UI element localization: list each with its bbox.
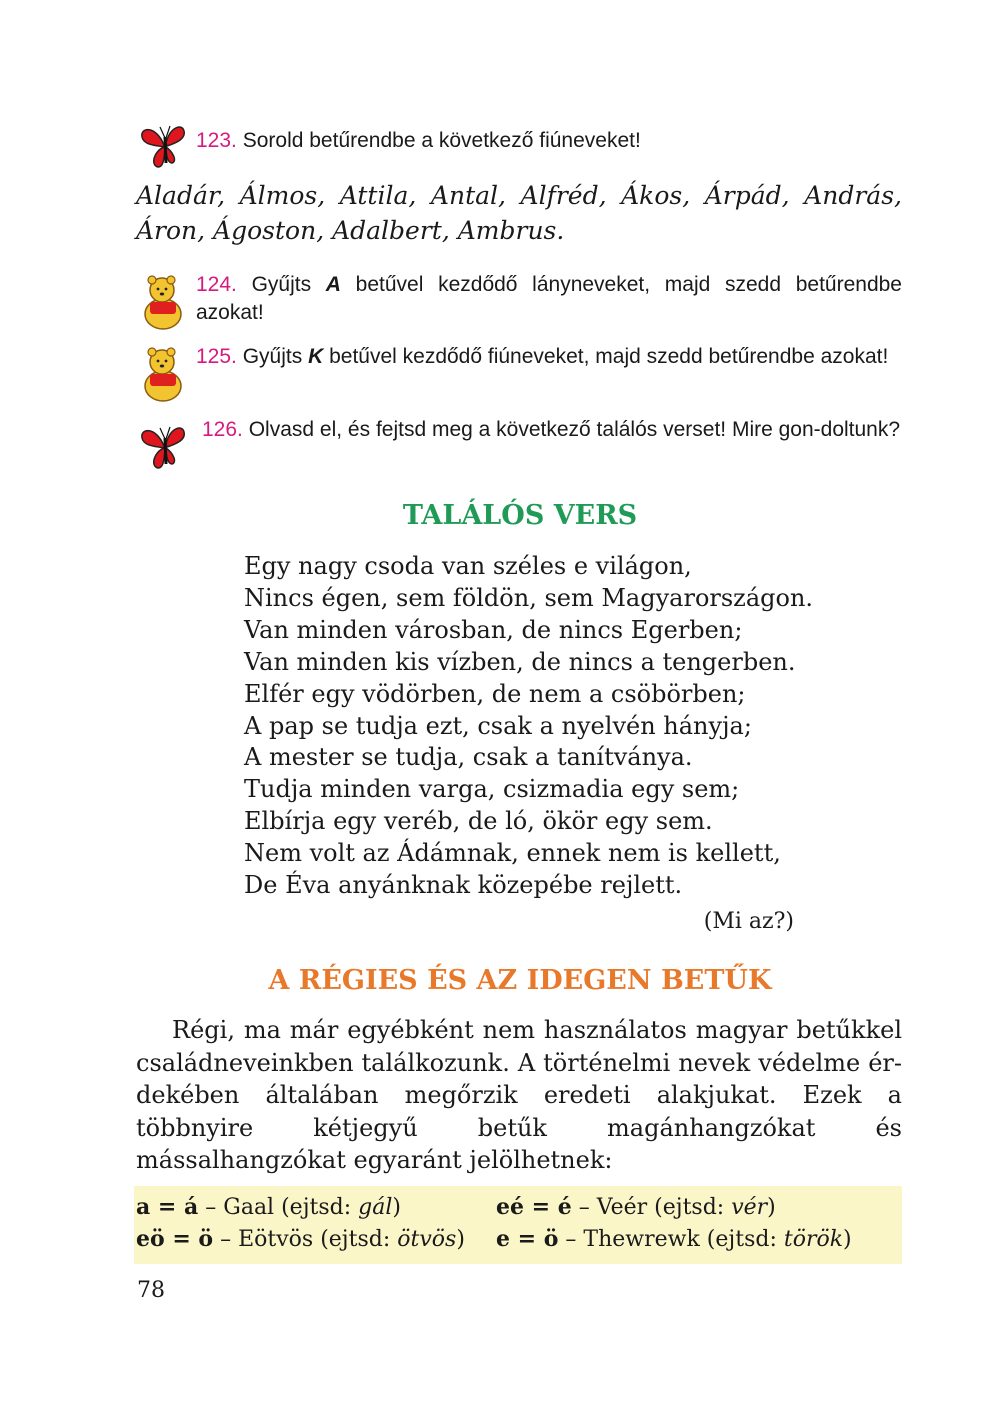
task-text: Olvasd el, és fejtsd meg a következő találós verset! Mire gon-doltunk? [248,418,901,441]
task-text: Sorold betűrendbe a következő fiúneveket! [242,129,641,152]
example-word: – Gaal (ejtsd: [198,1195,359,1220]
poem-line: Egy nagy csoda van széles e világon, [244,552,692,580]
example-close: ) [392,1195,401,1220]
page-number: 78 [137,1278,165,1303]
winnie-the-pooh-icon [136,272,188,332]
names-list: Aladár, Álmos, Attila, Antal, Alfréd, Ákos, Árpád, András, Áron, Ágoston, Adalbert, Ambrus. [136,181,902,245]
poem-line: Nem volt az Ádámnak, ennek nem is kellett, [244,839,781,868]
poem-line: A mester se tudja, csak a tanítványa. [244,743,693,772]
example-close: ) [767,1195,776,1220]
butterfly-icon [136,418,192,474]
poem-answer: (Mi az?) [703,909,794,934]
poem-line: Tudja minden varga, csizmadia egy sem; [244,775,740,804]
poem-line: De Éva anyánknak közepébe rejlett. [244,871,683,900]
poem-line: Elbírja egy veréb, de ló, ökör egy sem. [244,807,713,836]
example-word: – Thewrewk (ejtsd: [558,1227,784,1252]
example-item [136,1194,401,1220]
task-124 [196,271,902,327]
task-number: 125. [196,345,237,368]
example-close: ) [843,1227,852,1252]
task-123 [196,127,902,155]
poem-line: Nincs égen, sem földön, sem Magyarországon. [244,583,814,612]
task-text-pre: Gyűjts [251,273,312,296]
task-letter: A [325,273,341,296]
example-item [496,1226,852,1252]
poem-line: A pap se tudja ezt, csak a nyelvén hányja; [244,711,752,740]
butterfly-icon [136,117,192,173]
example-pronunciation: ötvös [397,1227,457,1252]
example-rule: a = á [136,1194,199,1220]
example-item [496,1194,776,1220]
example-item [136,1226,465,1252]
task-126 [202,416,902,444]
example-pronunciation: török [783,1227,844,1252]
task-number: 126. [202,418,243,441]
task-letter: K [308,345,324,368]
task-number: 123. [196,129,237,152]
example-pronunciation: vér [731,1195,768,1220]
poem-title: TALÁLÓS VERS [402,500,638,531]
poem-line: Van minden kis vízben, de nincs a tengerben. [244,647,796,676]
example-word: – Veér (ejtsd: [571,1195,732,1220]
task-125 [196,343,902,371]
task-number: 124. [196,273,237,296]
example-pronunciation: gál [358,1195,393,1220]
example-word: – Eötvös (ejtsd: [213,1227,398,1252]
winnie-the-pooh-icon [136,344,188,404]
example-close: ) [456,1227,465,1252]
task-text-pre: Gyűjts [242,345,303,368]
poem-line: Elfér egy vödörben, de nem a csöbörben; [244,679,746,708]
section-paragraph: Régi, ma már egyébként nem használatos magyar betűkkel családneveinkben találkozunk. A történelmi nevek védelme ér-dekében általában megőrzik eredeti alakjukat. Ezek a többnyire kétjegyű betűk magánhangzókat és mássalhangzókat egyaránt jelölhetnek: [136,1016,902,1174]
example-rule: e = ö [496,1226,559,1252]
poem-line: Van minden városban, de nincs Egerben; [244,615,743,644]
task-text-post: betűvel kezdődő lányneveket, majd szedd betűrendbe azokat! [196,273,902,324]
task-text-post: betűvel kezdődő fiúneveket, majd szedd betűrendbe azokat! [329,345,889,368]
poem [244,551,814,902]
example-box [134,1186,902,1264]
example-rule: eö = ö [136,1226,214,1252]
example-rule: eé = é [496,1194,572,1220]
section-title: A RÉGIES ÉS AZ IDEGEN BETŰK [268,965,772,996]
